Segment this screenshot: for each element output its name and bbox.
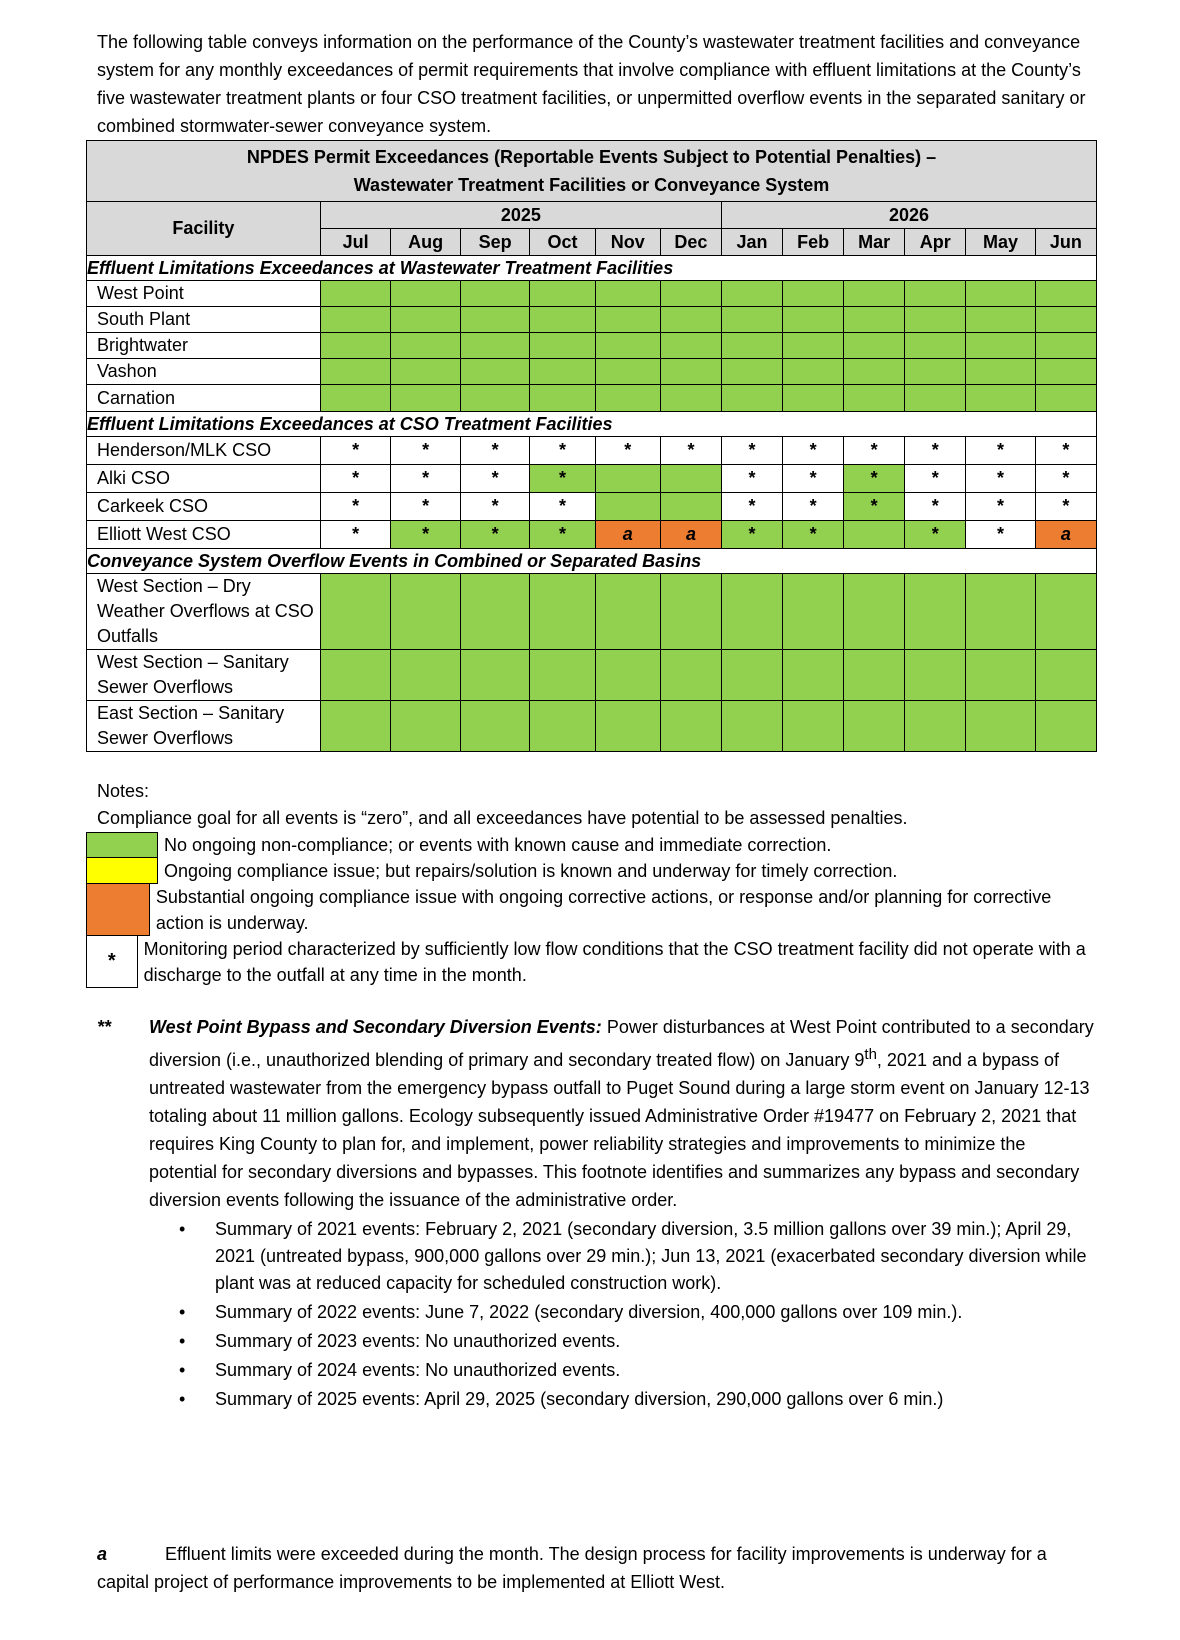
status-cell: [905, 574, 966, 650]
status-cell: [783, 307, 844, 333]
status-cell: [460, 307, 530, 333]
status-cell: [844, 701, 905, 752]
no-discharge-mark: *: [997, 440, 1005, 460]
status-cell: [905, 521, 966, 549]
month-header-oct: Oct: [530, 229, 595, 256]
status-cell: [1035, 465, 1096, 493]
status-cell: [460, 359, 530, 385]
footnote-text-2: , 2021 and a bypass of untreated wastewater from the emergency bypass outfall to Puget Sound during a large storm event on January 12-13 totaling about 11 million gallons. Ecology subsequently issued Administrative Order #19477 on February 2, 2021 that requires King County to plan for, and implement, power reliability strategies and improvements to minimize the potential for secondary diversions and bypasses. This footnote identifies and summarizes any bypass and secondary diversion events following the issuance of the administrative order.: [149, 1050, 1090, 1210]
status-cell: [721, 281, 782, 307]
status-cell: [530, 307, 595, 333]
no-discharge-mark: *: [491, 524, 499, 544]
status-cell: [1035, 281, 1096, 307]
status-cell: [530, 333, 595, 359]
no-discharge-mark: *: [748, 440, 756, 460]
status-cell: [320, 465, 391, 493]
status-cell: [391, 493, 461, 521]
status-cell: [595, 465, 660, 493]
no-discharge-mark: *: [870, 440, 878, 460]
facility-name: Vashon: [87, 359, 321, 385]
footnote-superscript: th: [864, 1046, 877, 1063]
no-discharge-mark: *: [997, 524, 1005, 544]
table-row: [87, 307, 1097, 333]
status-cell: [391, 465, 461, 493]
no-discharge-mark: *: [931, 496, 939, 516]
no-discharge-mark: *: [352, 468, 360, 488]
status-cell: [1035, 307, 1096, 333]
no-discharge-mark: *: [352, 440, 360, 460]
status-cell: [783, 281, 844, 307]
no-discharge-mark: *: [931, 468, 939, 488]
status-cell: [460, 521, 530, 549]
month-header-jan: Jan: [721, 229, 782, 256]
status-cell: [460, 465, 530, 493]
table-row: [87, 333, 1097, 359]
status-cell: [320, 701, 391, 752]
status-cell: [660, 574, 721, 650]
status-cell: [783, 650, 844, 701]
status-cell: [595, 281, 660, 307]
legend-text: Ongoing compliance issue; but repairs/solution is known and underway for timely correction.: [164, 861, 898, 881]
status-cell: [530, 521, 595, 549]
status-cell: [595, 385, 660, 412]
notes-block: [97, 778, 1097, 832]
bullet-icon: •: [179, 1360, 186, 1380]
status-cell: [460, 574, 530, 650]
status-cell: [460, 650, 530, 701]
facility-name: Alki CSO: [87, 465, 321, 493]
status-cell: [844, 493, 905, 521]
footnote-body: [149, 1013, 1097, 1413]
month-header-dec: Dec: [660, 229, 721, 256]
status-cell: [660, 333, 721, 359]
status-cell: [660, 465, 721, 493]
facility-name: Elliott West CSO: [87, 521, 321, 549]
status-cell: [783, 493, 844, 521]
status-cell: [721, 493, 782, 521]
facility-name: West Section – Sanitary Sewer Overflows: [87, 650, 321, 701]
status-cell: [783, 437, 844, 465]
no-discharge-mark: *: [997, 496, 1005, 516]
status-cell: [1035, 437, 1096, 465]
status-cell: [844, 521, 905, 549]
month-header-apr: Apr: [905, 229, 966, 256]
no-discharge-mark: *: [422, 468, 430, 488]
table-title-line-1: NPDES Permit Exceedances (Reportable Events Subject to Potential Penalties) –: [246, 147, 937, 167]
month-header-may: May: [966, 229, 1036, 256]
event-summary: Summary of 2024 events: No unauthorized events.: [215, 1360, 621, 1380]
table-row: [87, 574, 1097, 650]
status-cell: [391, 333, 461, 359]
status-cell: [320, 437, 391, 465]
status-cell: [844, 650, 905, 701]
table-title-row: [87, 141, 1097, 202]
bullet-icon: •: [179, 1331, 186, 1351]
npdes-exceedances-table: [86, 140, 1097, 752]
no-discharge-mark: *: [352, 496, 360, 516]
legend: [86, 832, 1086, 988]
status-cell: [660, 650, 721, 701]
no-discharge-mark: *: [870, 468, 878, 488]
status-cell: [905, 465, 966, 493]
no-discharge-mark: *: [491, 496, 499, 516]
year-header-2025: 2025: [320, 202, 721, 229]
status-cell: [391, 385, 461, 412]
status-cell: [530, 359, 595, 385]
status-cell: [721, 437, 782, 465]
status-cell: [391, 701, 461, 752]
status-cell: [530, 385, 595, 412]
list-item: [179, 1216, 1097, 1297]
status-cell: [966, 574, 1036, 650]
table-row: [87, 359, 1097, 385]
status-cell: [844, 359, 905, 385]
no-discharge-mark: *: [558, 440, 566, 460]
status-cell: [595, 359, 660, 385]
status-cell: [320, 650, 391, 701]
status-cell: [783, 574, 844, 650]
event-summary: Summary of 2021 events: February 2, 2021 (secondary diversion, 3.5 million gallons over 39 min.); April 29, 2021 (untreated bypass, 900,000 gallons over 29 min.); Jun 13, 2021 (exacerbated secondary diversion while plant was at reduced capacity for scheduled construction work).: [215, 1219, 1087, 1293]
status-cell: [844, 574, 905, 650]
table-row: [87, 437, 1097, 465]
no-discharge-mark: *: [809, 468, 817, 488]
status-cell: [595, 650, 660, 701]
status-cell: [844, 281, 905, 307]
status-cell: [530, 281, 595, 307]
month-header-nov: Nov: [595, 229, 660, 256]
status-cell: [530, 650, 595, 701]
status-cell: [660, 701, 721, 752]
table-body: [87, 256, 1097, 752]
status-cell: [721, 650, 782, 701]
status-cell: [595, 574, 660, 650]
year-header-2026: 2026: [721, 202, 1096, 229]
status-cell: [844, 437, 905, 465]
no-discharge-mark: *: [422, 440, 430, 460]
status-cell: [391, 521, 461, 549]
month-header-jul: Jul: [320, 229, 391, 256]
list-item: [179, 1299, 1097, 1326]
status-cell: [1035, 521, 1096, 549]
status-cell: [905, 650, 966, 701]
status-cell: [1035, 574, 1096, 650]
status-cell: [783, 521, 844, 549]
status-cell: [595, 437, 660, 465]
status-cell: [460, 281, 530, 307]
table-row: [87, 493, 1097, 521]
event-summary: Summary of 2023 events: No unauthorized events.: [215, 1331, 621, 1351]
status-cell: [844, 465, 905, 493]
no-discharge-mark: *: [422, 496, 430, 516]
no-discharge-mark: *: [491, 468, 499, 488]
status-cell: [783, 333, 844, 359]
status-cell: [530, 437, 595, 465]
facility-name: South Plant: [87, 307, 321, 333]
no-discharge-mark: *: [558, 496, 566, 516]
no-discharge-mark: *: [748, 524, 756, 544]
no-discharge-mark: *: [558, 468, 566, 488]
no-discharge-mark: *: [809, 524, 817, 544]
no-discharge-mark: *: [1062, 496, 1070, 516]
status-cell: [966, 465, 1036, 493]
status-cell: [905, 385, 966, 412]
status-cell: [783, 701, 844, 752]
status-cell: [391, 307, 461, 333]
status-cell: [660, 437, 721, 465]
table-row: [87, 521, 1097, 549]
table-row: [87, 465, 1097, 493]
status-cell: [595, 701, 660, 752]
no-discharge-mark: *: [491, 440, 499, 460]
a-footnote: [97, 1540, 1097, 1596]
status-cell: [721, 307, 782, 333]
status-cell: [1035, 650, 1096, 701]
status-cell: [460, 701, 530, 752]
status-cell: [721, 359, 782, 385]
footnote-marker: **: [97, 1017, 112, 1037]
status-cell: [320, 385, 391, 412]
status-cell: [721, 465, 782, 493]
facility-name: Carnation: [87, 385, 321, 412]
status-cell: [844, 385, 905, 412]
status-cell: [460, 333, 530, 359]
status-cell: [391, 359, 461, 385]
month-header-sep: Sep: [460, 229, 530, 256]
status-cell: [966, 281, 1036, 307]
status-cell: [320, 333, 391, 359]
no-discharge-mark: *: [931, 440, 939, 460]
no-discharge-mark: *: [748, 468, 756, 488]
no-discharge-mark: *: [687, 440, 695, 460]
status-cell: [721, 521, 782, 549]
status-cell: [530, 493, 595, 521]
no-discharge-mark: *: [931, 524, 939, 544]
legend-swatch: [86, 858, 158, 884]
legend-item: [86, 832, 1086, 858]
status-cell: [530, 465, 595, 493]
no-discharge-mark: *: [1062, 440, 1070, 460]
no-discharge-mark: *: [870, 496, 878, 516]
status-cell: [391, 650, 461, 701]
no-discharge-mark: *: [558, 524, 566, 544]
no-discharge-mark: *: [624, 440, 632, 460]
section-row: [87, 256, 1097, 281]
exceedance-mark: a: [1060, 524, 1071, 544]
legend-item: [86, 858, 1086, 884]
legend-text: No ongoing non-compliance; or events with known cause and immediate correction.: [164, 835, 832, 855]
status-cell: [595, 493, 660, 521]
status-cell: [966, 493, 1036, 521]
status-cell: [595, 521, 660, 549]
status-cell: [905, 307, 966, 333]
status-cell: [1035, 701, 1096, 752]
footnote-heading: West Point Bypass and Secondary Diversion Events:: [149, 1017, 602, 1037]
facility-name: Brightwater: [87, 333, 321, 359]
no-discharge-mark: *: [809, 496, 817, 516]
status-cell: [1035, 493, 1096, 521]
status-cell: [460, 385, 530, 412]
status-cell: [721, 574, 782, 650]
section-title: Effluent Limitations Exceedances at Wastewater Treatment Facilities: [87, 256, 1097, 281]
exceedance-mark: a: [622, 524, 633, 544]
section-title: Effluent Limitations Exceedances at CSO Treatment Facilities: [87, 412, 1097, 437]
intro-paragraph: The following table conveys information on the performance of the County’s wastewater treatment facilities and conveyance system for any monthly exceedances of permit requirements that involve compliance with effluent limitations at the County’s five wastewater treatment plants or four CSO treatment facilities, or unpermitted overflow events in the separated sanitary or combined stormwater-sewer conveyance system.: [97, 32, 1086, 136]
status-cell: [320, 574, 391, 650]
status-cell: [460, 493, 530, 521]
section-row: [87, 412, 1097, 437]
status-cell: [1035, 385, 1096, 412]
bypass-footnote: [97, 1013, 1097, 1415]
facility-name: Henderson/MLK CSO: [87, 437, 321, 465]
no-discharge-mark: *: [352, 524, 360, 544]
status-cell: [905, 493, 966, 521]
status-cell: [905, 437, 966, 465]
status-cell: [530, 701, 595, 752]
status-cell: [783, 359, 844, 385]
status-cell: [660, 493, 721, 521]
facility-name: Carkeek CSO: [87, 493, 321, 521]
facility-header: Facility: [87, 202, 321, 256]
status-cell: [660, 521, 721, 549]
status-cell: [460, 437, 530, 465]
status-cell: [721, 701, 782, 752]
status-cell: [595, 333, 660, 359]
status-cell: [783, 385, 844, 412]
event-summary: Summary of 2025 events: April 29, 2025 (secondary diversion, 290,000 gallons over 6 min.): [215, 1389, 944, 1409]
section-title: Conveyance System Overflow Events in Combined or Separated Basins: [87, 549, 1097, 574]
event-summary: Summary of 2022 events: June 7, 2022 (secondary diversion, 400,000 gallons over 109 min.).: [215, 1302, 963, 1322]
status-cell: [530, 574, 595, 650]
status-cell: [966, 521, 1036, 549]
no-discharge-mark: *: [1062, 468, 1070, 488]
status-cell: [1035, 333, 1096, 359]
status-cell: [905, 281, 966, 307]
status-cell: [966, 307, 1036, 333]
legend-swatch: *: [86, 936, 138, 988]
a-footnote-marker: a: [97, 1544, 108, 1564]
facility-name: East Section – Sanitary Sewer Overflows: [87, 701, 321, 752]
status-cell: [391, 281, 461, 307]
events-list: [149, 1216, 1097, 1413]
table-title-line-2: Wastewater Treatment Facilities or Conveyance System: [353, 175, 830, 195]
legend-item: [86, 884, 1086, 936]
status-cell: [905, 701, 966, 752]
status-cell: [905, 359, 966, 385]
status-cell: [391, 574, 461, 650]
list-item: [179, 1386, 1097, 1413]
no-discharge-mark: *: [809, 440, 817, 460]
status-cell: [905, 333, 966, 359]
status-cell: [966, 650, 1036, 701]
status-cell: [391, 437, 461, 465]
status-cell: [966, 385, 1036, 412]
status-cell: [844, 333, 905, 359]
section-row: [87, 549, 1097, 574]
status-cell: [966, 359, 1036, 385]
exceedance-mark: a: [685, 524, 696, 544]
legend-swatch: [86, 884, 150, 936]
status-cell: [660, 307, 721, 333]
no-discharge-mark: *: [997, 468, 1005, 488]
facility-name: West Section – Dry Weather Overflows at CSO Outfalls: [87, 574, 321, 650]
table-row: [87, 701, 1097, 752]
footnote-text-1: Power disturbances at West Point contributed to a secondary diversion (i.e., unauthorized blending of primary and secondary treated flow) on January 9: [149, 1017, 1094, 1070]
legend-item: [86, 936, 1086, 988]
month-header-feb: Feb: [783, 229, 844, 256]
status-cell: [783, 465, 844, 493]
month-header-mar: Mar: [844, 229, 905, 256]
a-footnote-text: Effluent limits were exceeded during the month. The design process for facility improvements is underway for a capital project of performance improvements to be implemented at Elliott West.: [97, 1544, 1047, 1592]
status-cell: [721, 385, 782, 412]
bullet-icon: •: [179, 1302, 186, 1322]
legend-swatch: [86, 832, 158, 858]
status-cell: [660, 281, 721, 307]
table-row: [87, 385, 1097, 412]
status-cell: [320, 493, 391, 521]
month-header-jun: Jun: [1035, 229, 1096, 256]
month-header-aug: Aug: [391, 229, 461, 256]
year-header-row: [87, 202, 1097, 229]
status-cell: [320, 359, 391, 385]
bullet-icon: •: [179, 1219, 186, 1239]
no-discharge-mark: *: [422, 524, 430, 544]
status-cell: [966, 333, 1036, 359]
table-row: [87, 650, 1097, 701]
status-cell: [660, 385, 721, 412]
list-item: [179, 1328, 1097, 1355]
status-cell: [320, 281, 391, 307]
legend-text: Substantial ongoing compliance issue with ongoing corrective actions, or response and/or planning for corrective action is underway.: [155, 887, 1052, 933]
status-cell: [320, 307, 391, 333]
status-cell: [1035, 359, 1096, 385]
notes-goal: Compliance goal for all events is “zero”, and all exceedances have potential to be assessed penalties.: [97, 808, 908, 828]
status-cell: [966, 437, 1036, 465]
status-cell: [595, 307, 660, 333]
status-cell: [320, 521, 391, 549]
legend-text: Monitoring period characterized by sufficiently low flow conditions that the CSO treatment facility did not operate with a discharge to the outfall at any time in the month.: [143, 939, 1086, 985]
status-cell: [660, 359, 721, 385]
bullet-icon: •: [179, 1389, 186, 1409]
notes-title: Notes:: [97, 781, 150, 801]
facility-name: West Point: [87, 281, 321, 307]
status-cell: [844, 307, 905, 333]
list-item: [179, 1357, 1097, 1384]
no-discharge-mark: *: [748, 496, 756, 516]
table-row: [87, 281, 1097, 307]
status-cell: [721, 333, 782, 359]
status-cell: [966, 701, 1036, 752]
